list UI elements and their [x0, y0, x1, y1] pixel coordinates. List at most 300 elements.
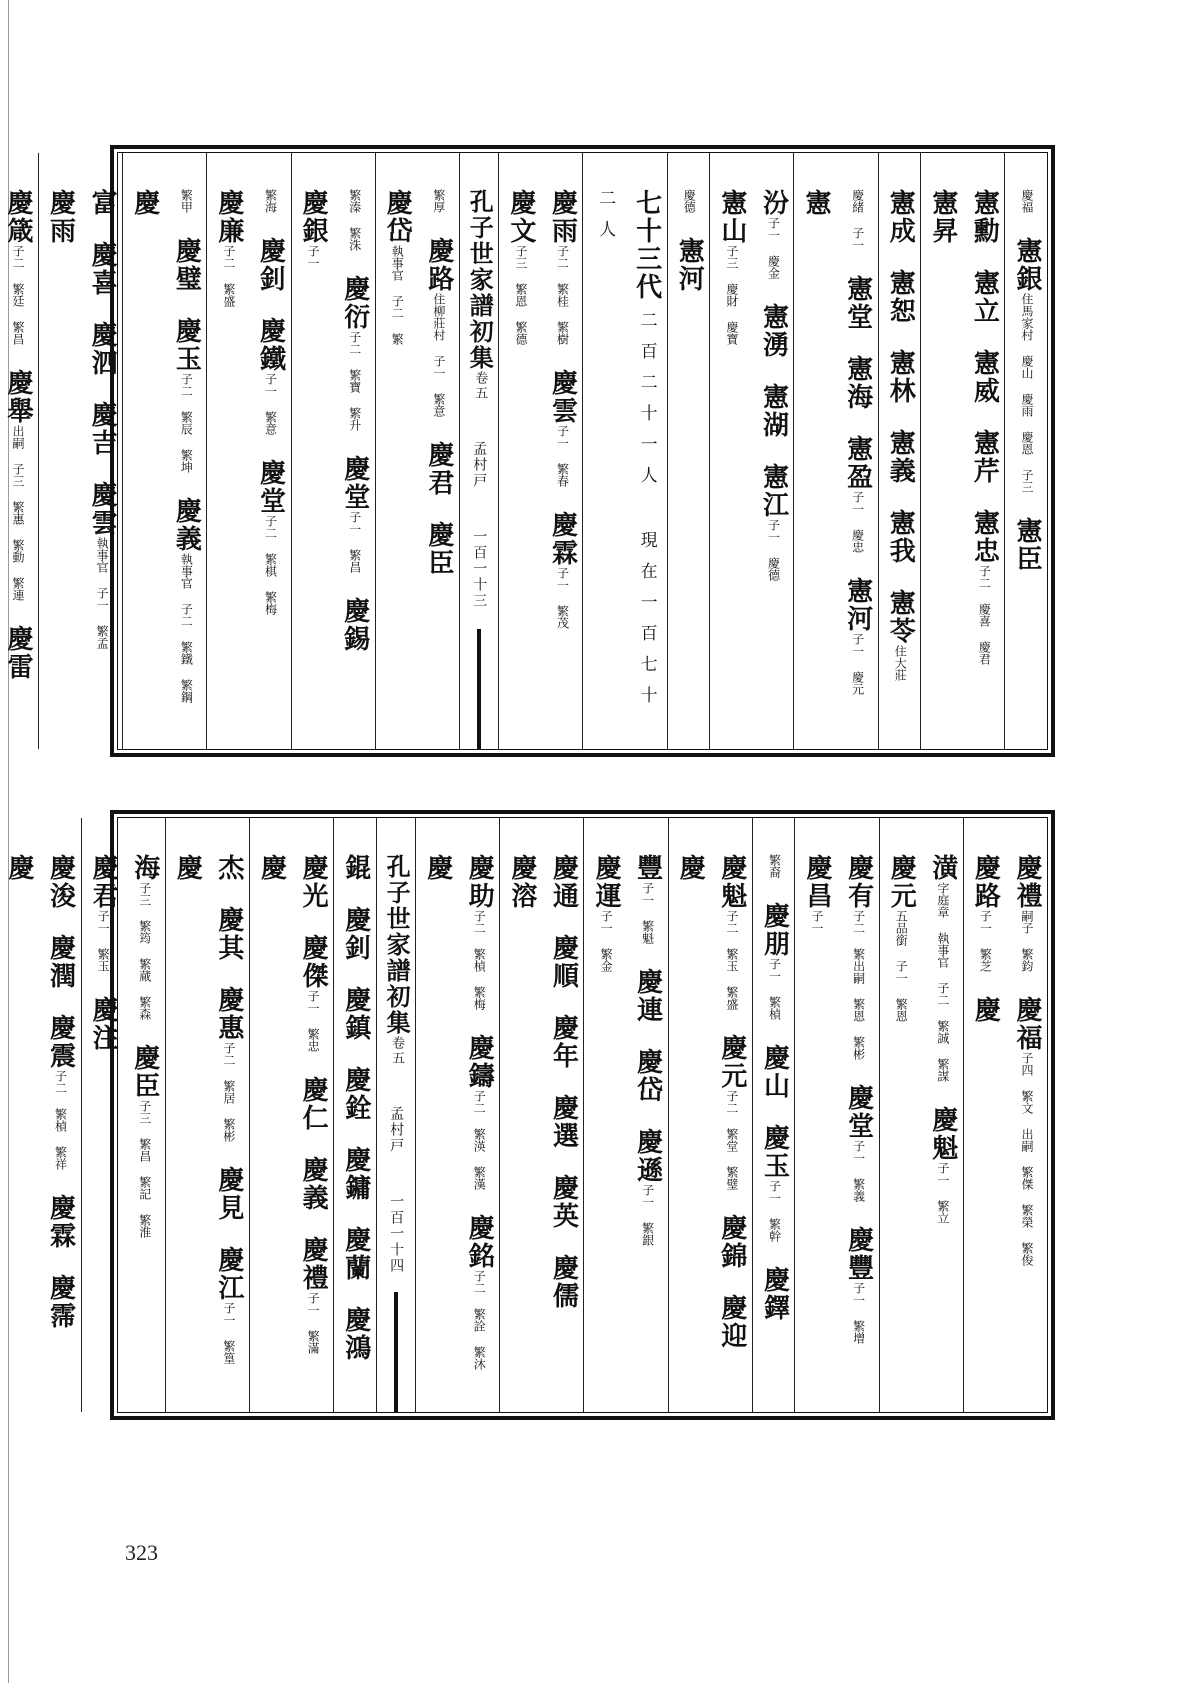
genealogy-entry — [584, 854, 626, 972]
person-note: 子一 繁義 — [851, 1140, 866, 1202]
person-name: 慶路 — [423, 237, 454, 293]
person-name: 憲義 — [885, 429, 916, 485]
person-name: 憲成 — [885, 189, 916, 245]
genealogy-entry — [39, 1014, 81, 1170]
genealogy-entry — [334, 854, 376, 882]
person-note: 子二 繁桂 繁樹 — [555, 245, 570, 345]
person-name: 憲海 — [842, 355, 873, 411]
genealogy-entry — [880, 854, 922, 1022]
genealogy-entry — [39, 854, 81, 910]
person-name: 憲銀 — [1012, 237, 1042, 293]
person-name: 慶 — [256, 854, 287, 882]
genealogy-entry — [292, 934, 334, 1052]
genealogy-entry — [964, 854, 1006, 972]
center-rule — [477, 629, 481, 749]
genealogy-entry — [39, 1274, 81, 1330]
genealogy-column — [668, 818, 752, 1412]
genealogy-entry — [752, 383, 794, 439]
person-name: 慶豐 — [843, 1226, 874, 1282]
genealogy-entry — [376, 189, 418, 345]
genealogy-entry — [81, 189, 123, 217]
person-name: 慶舉 — [2, 369, 33, 425]
genealogy-entry — [207, 1166, 249, 1222]
genealogy-entry — [963, 509, 1005, 665]
person-name: 慶鎮 — [340, 986, 371, 1042]
genealogy-entry — [921, 854, 963, 1082]
person-note: 子二 繁棋 繁梅 — [263, 515, 278, 615]
genealogy-entry — [416, 854, 458, 882]
person-note: 繁甲 — [179, 189, 194, 213]
genealogy-column — [709, 153, 793, 749]
genealogy-entry — [333, 455, 375, 573]
person-name: 慶震 — [45, 1014, 76, 1070]
person-name: 慶文 — [505, 189, 536, 245]
top-columns — [2, 153, 1047, 749]
genealogy-column — [81, 818, 165, 1412]
person-note: 子二 繁居 繁彬 — [221, 1042, 236, 1142]
person-name: 慶年 — [548, 1014, 579, 1070]
person-name: 慶鴻 — [340, 1306, 371, 1362]
genealogy-entry — [458, 854, 500, 1010]
page-folio: 一百一十三 — [471, 529, 488, 609]
genealogy-entry — [541, 189, 583, 345]
genealogy-entry — [879, 589, 921, 681]
person-name: 慶路 — [970, 854, 1001, 910]
genealogy-entry — [123, 1044, 165, 1238]
center-rule — [394, 1292, 398, 1412]
person-name: 憲忠 — [969, 509, 1000, 565]
genealogy-entry — [39, 934, 81, 990]
person-name: 慶連 — [632, 968, 663, 1024]
person-name: 慶雷 — [2, 625, 33, 681]
person-name: 慶江 — [213, 1246, 244, 1302]
genealogy-entry — [753, 1266, 795, 1322]
genealogy-entry — [669, 854, 711, 882]
person-note: 子一 繁茂 — [555, 567, 570, 629]
person-note: 繁海 — [263, 189, 278, 213]
person-name: 憲河 — [674, 237, 705, 293]
person-name: 慶鏞 — [340, 1146, 371, 1202]
person-note: 子二 繁辰 繁坤 — [179, 373, 194, 473]
genealogy-entry — [1005, 854, 1047, 972]
person-name: 杰 — [213, 854, 244, 882]
person-note: 慶緒 子一 — [850, 189, 865, 251]
person-name: 慶義 — [171, 497, 202, 553]
person-name: 慶堂 — [255, 459, 286, 515]
person-name: 慶儒 — [548, 1254, 579, 1310]
person-name: 富 — [87, 189, 118, 217]
genealogy-entry — [0, 625, 38, 681]
person-note: 子一 繁幹 — [767, 1180, 782, 1242]
person-name: 慶浚 — [45, 854, 76, 910]
genealogy-entry — [249, 317, 291, 435]
person-name: 慶義 — [298, 1156, 329, 1212]
genealogy-entry — [836, 435, 878, 553]
person-note: 執事官 子二 繁鐵 繁鋼 — [179, 553, 194, 703]
person-name: 慶釗 — [340, 906, 371, 962]
person-name: 憲 — [801, 189, 832, 217]
genealogy-entry — [921, 1106, 963, 1224]
person-name: 慶箴 — [2, 189, 33, 245]
genealogy-entry — [207, 854, 249, 882]
person-note: 出嗣 子三 繁惠 繁動 繁連 — [10, 425, 25, 601]
genealogy-entry — [1005, 237, 1047, 493]
genealogy-entry — [0, 369, 38, 601]
genealogy-entry — [963, 349, 1005, 405]
genealogy-entry — [207, 189, 249, 307]
genealogy-column — [667, 153, 710, 749]
person-name: 慶仁 — [298, 1076, 329, 1132]
person-name: 慶雨 — [547, 189, 578, 245]
genealogy-entry — [165, 237, 207, 293]
genealogy-entry — [837, 1084, 879, 1202]
genealogy-entry — [542, 1094, 584, 1150]
person-name: 慶喜 — [87, 241, 118, 297]
person-name: 慶山 — [759, 1044, 790, 1100]
genealogy-column — [0, 818, 81, 1412]
genealogy-entry — [207, 986, 249, 1142]
genealogy-entry — [753, 1044, 795, 1100]
genealogy-entry — [334, 1306, 376, 1362]
person-note: 子一 繁金 — [599, 910, 614, 972]
person-note: 子一 繁春 — [555, 425, 570, 487]
genealogy-entry — [1005, 517, 1047, 573]
person-name: 慶泗 — [87, 321, 118, 377]
person-name: 慶霈 — [45, 1274, 76, 1330]
book-volume: 卷五 — [389, 1036, 405, 1066]
genealogy-entry — [542, 1174, 584, 1230]
genealogy-entry — [292, 189, 334, 269]
genealogy-column — [249, 818, 333, 1412]
genealogy-entry — [292, 854, 334, 910]
person-name: 慶遜 — [632, 1128, 663, 1184]
person-name: 慶鐸 — [759, 1266, 790, 1322]
genealogy-entry — [333, 597, 375, 653]
person-name: 慶 — [675, 854, 706, 882]
bottom-columns — [3, 818, 1047, 1412]
page-number: 323 — [125, 1540, 158, 1565]
person-name: 慶銘 — [464, 1214, 495, 1270]
genealogy-entry — [710, 1214, 752, 1270]
person-note: 子一 慶元 — [850, 633, 865, 695]
top-genealogy-page — [2, 145, 1055, 757]
person-name: 憲林 — [885, 349, 916, 405]
person-name: 憲威 — [969, 349, 1000, 405]
person-note: 五品銜 子一 繁恩 — [894, 910, 909, 1022]
genealogy-column — [375, 153, 459, 749]
genealogy-entry — [417, 237, 459, 417]
person-name: 慶福 — [1012, 996, 1042, 1052]
book-house: 孟村戸 — [471, 441, 488, 489]
genealogy-entry — [82, 854, 124, 972]
genealogy-entry — [81, 401, 123, 457]
book-house: 孟村戸 — [388, 1106, 405, 1154]
person-name: 慶 — [129, 189, 160, 217]
person-note: 子一 慶忠 — [850, 491, 865, 553]
genealogy-entry — [207, 1246, 249, 1364]
genealogy-column — [122, 153, 206, 749]
genealogy-entry — [417, 441, 459, 497]
genealogy-entry — [921, 189, 963, 245]
genealogy-entry — [249, 237, 291, 293]
person-note: 子二 繁盛 — [221, 245, 236, 307]
genealogy-column — [38, 153, 122, 749]
person-note: 執事官 子二 繁 — [390, 245, 405, 345]
genealogy-entry — [794, 189, 836, 217]
person-name: 慶臣 — [423, 521, 454, 577]
genealogy-column — [206, 153, 290, 749]
person-name: 慶昌 — [802, 854, 833, 910]
bottom-inner-frame — [3, 817, 1048, 1413]
book-title: 孔子世家譜 — [465, 189, 495, 319]
person-note: 子四 繁文 出嗣 繁傑 繁榮 繁俊 — [1020, 1052, 1034, 1266]
person-name: 慶見 — [213, 1166, 244, 1222]
person-name: 慶蘭 — [340, 1226, 371, 1282]
genealogy-entry — [166, 854, 208, 882]
genealogy-entry — [292, 1236, 334, 1354]
genealogy-entry — [39, 1194, 81, 1250]
genealogy-entry — [333, 275, 375, 431]
bottom-genealogy-page — [3, 810, 1055, 1420]
person-name: 憲立 — [969, 269, 1000, 325]
person-name: 慶雲 — [87, 481, 118, 537]
person-name: 憲堂 — [842, 275, 873, 331]
person-note: 子一 繁滿 — [306, 1292, 321, 1354]
person-name: 慶銀 — [298, 189, 329, 245]
person-note: 子一 — [306, 245, 321, 269]
person-name: 慶堂 — [339, 455, 370, 511]
person-note: 子二 繁寶 繁升 — [347, 331, 362, 431]
genealogy-column — [333, 818, 376, 1412]
person-note: 子三 慶財 慶寶 — [724, 245, 739, 345]
genealogy-entry — [710, 854, 752, 1010]
person-name: 慶朋 — [759, 902, 790, 958]
genealogy-entry — [542, 854, 584, 910]
book-series: 初集 — [465, 319, 495, 371]
person-note: 子一 繁昌 — [347, 511, 362, 573]
person-note: 子二 慶喜 慶君 — [977, 565, 992, 665]
person-note: 子一 繁玉 — [96, 910, 111, 972]
genealogy-entry — [626, 968, 668, 1024]
person-name: 慶禮 — [1012, 854, 1042, 910]
person-name: 慶釗 — [255, 237, 286, 293]
person-name: 慶惠 — [213, 986, 244, 1042]
genealogy-entry — [458, 1034, 500, 1190]
genealogy-entry — [837, 854, 879, 1060]
genealogy-column — [793, 153, 877, 749]
person-name: 憲江 — [758, 463, 789, 519]
person-name: 慶玉 — [759, 1124, 790, 1180]
person-name: 慶岱 — [632, 1048, 663, 1104]
person-name: 憲我 — [885, 509, 916, 565]
genealogy-entry — [207, 906, 249, 962]
genealogy-entry — [795, 854, 837, 934]
person-note: 子三 繁筠 繁蕆 繁森 — [137, 882, 152, 1020]
person-note: 子一 繁銀 — [640, 1184, 655, 1246]
genealogy-entry — [710, 189, 752, 345]
genealogy-column — [920, 153, 1004, 749]
genealogy-column — [498, 153, 582, 749]
genealogy-entry — [836, 189, 878, 251]
person-name: 慶璧 — [171, 237, 202, 293]
person-note: 子一 繁魁 — [640, 882, 655, 944]
person-note: 子三 繁恩 繁德 — [513, 245, 528, 345]
genealogy-entry — [710, 1034, 752, 1190]
person-name: 慶運 — [591, 854, 622, 910]
person-note: 子一 慶金 — [766, 217, 781, 279]
person-note: 子一 繁意 — [263, 373, 278, 435]
genealogy-entry — [81, 241, 123, 297]
genealogy-entry — [752, 463, 794, 581]
person-name: 慶其 — [213, 906, 244, 962]
person-name: 慶吉 — [87, 401, 118, 457]
person-name: 慶鑄 — [464, 1034, 495, 1090]
genealogy-entry — [626, 1128, 668, 1246]
book-title: 孔子世家譜 — [382, 854, 412, 984]
genealogy-entry — [626, 1048, 668, 1104]
genealogy-column — [879, 818, 963, 1412]
person-note: 子一 繁芝 — [978, 910, 993, 972]
genealogy-entry — [249, 189, 291, 213]
person-name: 慶有 — [843, 854, 874, 910]
person-note: 慶福 — [1020, 189, 1034, 213]
person-note: 子一 慶德 — [766, 519, 781, 581]
genealogy-entry — [879, 429, 921, 485]
person-name: 慶雲 — [547, 369, 578, 425]
genealogy-entry — [39, 189, 81, 245]
genealogy-entry — [0, 854, 39, 882]
person-name: 慶英 — [548, 1174, 579, 1230]
person-name: 慶君 — [88, 854, 119, 910]
genealogy-entry — [752, 189, 794, 279]
genealogy-entry — [710, 1294, 752, 1350]
person-name: 海 — [129, 854, 160, 882]
genealogy-entry — [541, 369, 583, 487]
person-name: 憲盈 — [842, 435, 873, 491]
person-name: 慶魁 — [716, 854, 747, 910]
person-name: 慶助 — [464, 854, 495, 910]
book-volume: 卷五 — [472, 371, 488, 401]
person-name: 慶 — [970, 996, 1001, 1024]
person-note: 子二 繁楨 繁祥 — [53, 1070, 68, 1170]
person-note: 子一 繁增 — [851, 1282, 866, 1344]
person-name: 慶岱 — [382, 189, 413, 245]
genealogy-entry — [963, 269, 1005, 325]
genealogy-entry — [334, 1146, 376, 1202]
person-name: 慶霖 — [547, 511, 578, 567]
person-name: 慶迎 — [716, 1294, 747, 1350]
person-name: 慶 — [172, 854, 203, 882]
genealogy-entry — [0, 189, 38, 345]
person-name: 慶傑 — [298, 934, 329, 990]
person-name: 慶 — [422, 854, 453, 882]
person-name: 慶廉 — [213, 189, 244, 245]
person-note: 繁溱 繁洙 — [347, 189, 362, 251]
person-name: 慶君 — [423, 441, 454, 497]
genealogy-column — [499, 818, 583, 1412]
genealogy-entry — [123, 189, 165, 217]
genealogy-entry — [963, 189, 1005, 245]
genealogy-entry — [81, 321, 123, 377]
genealogy-entry — [292, 1076, 334, 1132]
person-name: 慶錦 — [716, 1214, 747, 1270]
genealogy-entry — [626, 854, 668, 944]
generation-heading: 七十三代 — [631, 189, 662, 301]
genealogy-entry — [499, 189, 541, 345]
person-note: 嗣子 繁鈞 — [1020, 910, 1034, 972]
genealogy-entry — [334, 986, 376, 1042]
person-note: 子一 繁立 — [935, 1162, 950, 1224]
genealogy-entry — [250, 854, 292, 882]
genealogy-entry — [542, 1254, 584, 1310]
person-name: 潢 — [927, 854, 958, 882]
person-note: 住大莊 — [893, 645, 908, 681]
person-name: 錕 — [340, 854, 371, 882]
person-name: 慶鐵 — [255, 317, 286, 373]
person-note: 執事官 子一 繁孟 — [95, 537, 110, 649]
person-note: 繁裔 — [767, 854, 782, 878]
genealogy-entry — [500, 854, 542, 910]
person-name: 慶錫 — [339, 597, 370, 653]
genealogy-entry — [836, 355, 878, 411]
generation-column — [582, 153, 666, 749]
page-folio: 一百一十四 — [388, 1194, 405, 1274]
person-name: 慶光 — [298, 854, 329, 910]
person-note: 子一 繁楨 — [767, 958, 782, 1020]
person-name: 憲恕 — [885, 269, 916, 325]
person-name: 慶 — [3, 854, 34, 882]
genealogy-entry — [879, 269, 921, 325]
person-name: 憲山 — [716, 189, 747, 245]
person-note: 慶德 — [682, 189, 697, 213]
genealogy-entry — [542, 934, 584, 990]
person-name: 汾 — [758, 189, 789, 217]
person-name: 憲勳 — [969, 189, 1000, 245]
person-name: 慶堂 — [843, 1084, 874, 1140]
genealogy-column — [583, 818, 667, 1412]
person-name: 慶元 — [886, 854, 917, 910]
genealogy-entry — [82, 996, 124, 1052]
person-name: 慶霖 — [45, 1194, 76, 1250]
person-name: 慶雨 — [45, 189, 76, 245]
person-name: 慶溶 — [506, 854, 537, 910]
person-name: 慶銓 — [340, 1066, 371, 1122]
genealogy-column — [415, 818, 499, 1412]
genealogy-column — [165, 818, 249, 1412]
person-name: 慶臣 — [129, 1044, 160, 1100]
genealogy-entry — [753, 902, 795, 1020]
genealogy-entry — [334, 1066, 376, 1122]
genealogy-entry — [668, 189, 710, 213]
person-note: 子二 繁渶 繁漢 — [472, 1090, 487, 1190]
genealogy-column — [752, 818, 795, 1412]
genealogy-entry — [837, 1226, 879, 1344]
person-name: 慶禮 — [298, 1236, 329, 1292]
genealogy-entry — [1005, 996, 1047, 1266]
genealogy-column — [291, 153, 375, 749]
person-name: 慶魁 — [927, 1106, 958, 1162]
person-name: 慶衍 — [339, 275, 370, 331]
person-name: 慶注 — [88, 996, 119, 1052]
person-name: 憲湧 — [758, 303, 789, 359]
generation-count: 二百二十一人 現在一百七十二人 — [595, 189, 657, 717]
person-name: 憲湖 — [758, 383, 789, 439]
genealogy-column — [1004, 153, 1047, 749]
genealogy-entry — [879, 189, 921, 245]
genealogy-entry — [879, 509, 921, 565]
genealogy-entry — [165, 497, 207, 703]
person-note: 字庭章 執事官 子二 繁誠 繁謀 — [935, 882, 950, 1082]
